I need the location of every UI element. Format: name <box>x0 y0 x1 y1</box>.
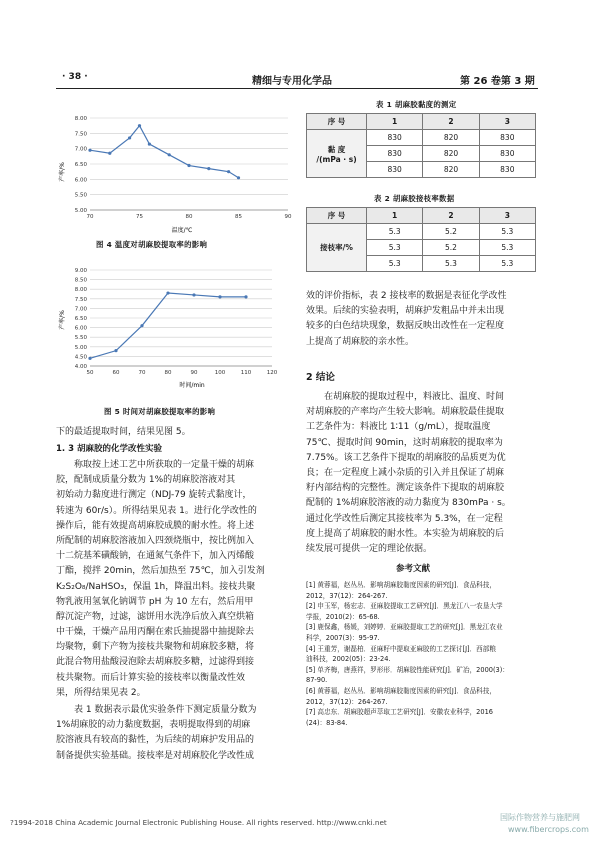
section-1-3-heading: 1. 3 胡麻胶的化学改性实验 <box>56 444 162 454</box>
watermark-chinese: 国际作物营养与施肥网 <box>500 813 580 822</box>
text-line: 所配制的胡麻胶溶液加入四颈烧瓶中，按比例加入 <box>56 535 255 546</box>
data-point <box>227 170 230 173</box>
page-number: · 38 · <box>62 72 88 82</box>
y-tick-label: 4.00 <box>74 364 87 370</box>
table-header-cell: 1 <box>367 208 423 224</box>
x-tick-label: 80 <box>185 214 193 220</box>
text-line: 中干燥，干燥产品用丙酮在索氏抽提器中抽提除去 <box>56 627 255 638</box>
y-tick-label: 6.00 <box>74 325 87 332</box>
text-line: 2012，37(12)：264-267. <box>306 697 388 706</box>
data-point <box>88 357 91 360</box>
text-line: 在胡麻胶的提取过程中，料液比、温度、时间 <box>324 392 505 402</box>
table-cell: 5.3 <box>367 256 423 272</box>
figure-5-ylabel: 产率/% <box>59 310 66 330</box>
right-para-1 <box>306 289 538 350</box>
text-line: 上提高了胡麻胶的亲水性。 <box>306 336 415 347</box>
x-tick-label: 70 <box>138 370 146 376</box>
text-line: 87-90. <box>306 676 328 685</box>
y-tick-label: 7.00 <box>74 306 87 313</box>
y-tick-label: 4.50 <box>74 354 87 361</box>
text-line: 度上提高了胡麻胶的耐水性。本实验为胡麻胶的后 <box>306 528 505 539</box>
text-line: 操作后，能有效提高胡麻胶成膜的耐水性。将上述 <box>56 520 255 531</box>
y-tick-label: 8.00 <box>74 287 87 294</box>
table-cell: 5.3 <box>479 224 535 240</box>
figure-4-caption: 图 4 温度对胡麻胶提取率的影响 <box>96 240 208 249</box>
table-header-cell: 2 <box>423 114 479 130</box>
text-line: 油科技，2002(05)：23-24. <box>306 655 391 664</box>
copyright-footer: ?1994-2018 China Academic Journal Electronic Publishing House. All rights reserved. http://www.cnki.net <box>10 818 387 827</box>
text-line: 枝共聚物。而后计算实验的接枝率以衡量改性效 <box>56 672 246 683</box>
data-point <box>187 164 190 167</box>
text-line: 胶，配制成质量分数为 1%的胡麻胶溶液对其 <box>56 475 236 486</box>
x-tick-label: 50 <box>86 370 94 376</box>
x-tick-label: 70 <box>86 214 94 220</box>
table-header-cell: 序 号 <box>307 114 367 130</box>
data-point <box>88 149 91 152</box>
data-point <box>128 136 131 139</box>
data-point <box>218 295 221 298</box>
text-line: [1] 黄蓉福，赵丛丛．影响胡麻胶黏度因素的研究[J]．食品科技， <box>306 581 496 589</box>
x-tick-label: 75 <box>136 214 143 220</box>
text-line: 均聚物，剩下产物为接枝共聚物和胡麻胶多糖，将 <box>56 642 255 653</box>
table-row <box>307 130 536 146</box>
text-line: 称取按上述工艺中所获取的一定量干燥的胡麻 <box>74 460 255 470</box>
y-tick-label: 8.50 <box>74 277 87 284</box>
text-line: [3] 鹿保鑫，杨媛，刘婷婷．亚麻胶提取工艺的研究[J]．黑龙江农业 <box>306 623 503 632</box>
text-line: (24)：83-84. <box>306 718 348 727</box>
text-line: 2012，37(12)：264-267. <box>306 591 388 600</box>
text-line: 75℃、提取时间 90min，这时胡麻胶的提取率为 <box>306 437 503 448</box>
table-header-cell: 序 号 <box>307 208 367 224</box>
table-2 <box>306 207 536 272</box>
table-cell: 830 <box>479 146 535 162</box>
text-line: [7] 高忠东．胡麻胶超声萃取工艺研究[J]．安徽农业科学，2016 <box>306 708 493 717</box>
table-cell: 5.2 <box>423 224 479 240</box>
table-cell: 830 <box>367 146 423 162</box>
volume-issue: 第 26 卷第 3 期 <box>460 76 535 87</box>
left-para-1 <box>56 425 292 440</box>
figure-4-xlabel: 温度/℃ <box>171 227 193 234</box>
table-header-cell: 3 <box>479 208 535 224</box>
table-cell: 820 <box>423 130 479 146</box>
text-line: 良；在一定程度上减小杂质的引入并且保证了胡麻 <box>306 467 505 478</box>
data-point <box>168 153 171 156</box>
table-cell: 830 <box>479 162 535 178</box>
text-line: 果，所得结果见表 2。 <box>56 687 146 698</box>
header-rule <box>56 88 538 89</box>
data-point <box>166 291 169 294</box>
series-line <box>90 293 246 358</box>
table-header-cell: 2 <box>423 208 479 224</box>
x-tick-label: 60 <box>112 370 120 376</box>
watermark-url: www.fibercrops.com <box>508 825 589 834</box>
y-tick-label: 7.50 <box>74 296 87 303</box>
data-point <box>192 293 195 296</box>
data-point <box>138 124 141 127</box>
table-cell: 5.3 <box>479 256 535 272</box>
x-tick-label: 90 <box>190 370 198 376</box>
data-point <box>140 324 143 327</box>
figure-5-chart <box>56 264 276 390</box>
figure-4-chart <box>56 110 296 235</box>
table-cell: 820 <box>423 162 479 178</box>
table-cell: 5.3 <box>479 240 535 256</box>
x-tick-label: 100 <box>214 370 226 376</box>
text-line: 1%胡麻胶的动力黏度数据，表明提取得到的胡麻 <box>56 720 251 731</box>
table-cell: 830 <box>367 162 423 178</box>
text-line: 7.75%。该工艺条件下提取的胡麻胶的品质更为优 <box>306 452 506 463</box>
text-line: 配制的 1%胡麻胶溶液的动力黏度为 830mPa · s。 <box>306 498 511 509</box>
journal-name: 精细与专用化学品 <box>252 76 332 87</box>
section-2-heading: 2 结论 <box>306 372 335 383</box>
text-line: 十二烷基苯磺酸钠，在通氮气条件下，加入丙烯酸 <box>56 551 255 562</box>
table-cell: 5.2 <box>423 240 479 256</box>
text-line: 科学，2007(3)：95-97. <box>306 633 380 642</box>
text-line: 较多的白色结块现象，数据反映出改性在一定程度 <box>306 321 505 332</box>
figure-5-xlabel: 时间/min <box>179 382 205 389</box>
table-row-label <box>307 130 367 178</box>
table-cell: 830 <box>479 130 535 146</box>
y-tick-label: 5.00 <box>74 344 87 351</box>
table-2-title: 表 2 胡麻胶接枝率数据 <box>374 194 455 203</box>
x-tick-label: 85 <box>235 214 242 220</box>
y-tick-label: 8.00 <box>74 116 87 122</box>
table-header-cell: 3 <box>479 114 535 130</box>
table-header-cell: 1 <box>367 114 423 130</box>
text-line: 效的评价指标，表 2 接枝率的数据是表征化学改性 <box>306 291 507 301</box>
data-point <box>108 152 111 155</box>
figure-4-ylabel: 产率/% <box>59 162 66 182</box>
table-1 <box>306 113 536 178</box>
right-para-2 <box>306 390 538 557</box>
text-line: [2] 申玉军，杨宏志．亚麻胶提取工艺研究[J]．黑龙江八一农垦大学 <box>306 602 503 611</box>
text-line: [6] 黄蓉福，赵丛丛．影响胡麻胶黏度因素的研究[J]．食品科技， <box>306 686 496 695</box>
text-line: 通过化学改性后测定其接枝率为 5.3%，在一定程 <box>306 513 503 524</box>
text-line: K₂S₂O₈/NaHSO₃，保温 1h，降温出料。接枝共聚 <box>56 581 256 592</box>
table-cell: 5.3 <box>367 224 423 240</box>
table-row-label: 接枝率/% <box>307 224 367 272</box>
table-cell: 5.3 <box>367 240 423 256</box>
data-point <box>148 142 151 145</box>
y-tick-label: 7.50 <box>74 131 87 138</box>
row-label-line: /(mPa · s) <box>316 154 357 164</box>
y-tick-label: 5.50 <box>74 335 87 342</box>
x-tick-label: 120 <box>266 370 278 376</box>
text-line: 初始动力黏度进行测定（NDJ-79 旋转式黏度计， <box>56 490 252 501</box>
y-tick-label: 7.00 <box>74 146 87 153</box>
y-tick-label: 6.50 <box>74 162 87 168</box>
references-list <box>306 580 538 728</box>
text-line: 胶溶液具有较高的黏性，为后续的胡麻护发用品的 <box>56 735 255 746</box>
text-line: 醇沉淀产物，过滤，滤饼用水洗净后放入真空烘箱 <box>56 611 255 622</box>
data-point <box>207 167 210 170</box>
left-para-2 <box>56 458 292 701</box>
data-point <box>114 349 117 352</box>
text-line: 续发展可提供一定的理论依据。 <box>306 543 433 554</box>
figure-5-caption: 图 5 时间对胡麻胶提取率的影响 <box>104 407 216 416</box>
text-line: [4] 王重芳，谢磊柏．亚麻籽中提取亚麻胶的工艺探讨[J]．西部粮 <box>306 644 496 653</box>
references-heading: 参考文献 <box>396 564 431 574</box>
x-tick-label: 110 <box>240 370 252 376</box>
y-tick-label: 6.50 <box>74 316 87 322</box>
table-cell: 5.3 <box>423 256 479 272</box>
text-line: 转速为 60r/s）。所得结果见表 1。进行化学改性的 <box>56 505 257 516</box>
x-tick-label: 90 <box>284 214 292 220</box>
data-point <box>237 176 240 179</box>
table-row <box>307 224 536 240</box>
text-line: [5] 单齐梅，唐燕祥，罗形形．胡麻胶性能研究[J]．矿冶，2000(3)： <box>306 665 509 674</box>
text-line: 籽内部结构的完整性。测定该条件下提取的胡麻胶 <box>306 483 505 494</box>
text-line: 表 1 数据表示最优实验条件下测定质量分数为 <box>74 705 257 715</box>
table-cell: 820 <box>423 146 479 162</box>
row-label-line: 黏 度 <box>327 144 346 154</box>
text-line: 工艺条件为：料液比 1∶11（g/mL），提取温度 <box>306 422 491 433</box>
text-line: 制备提供实验基础。接枝率是对胡麻胶化学改性成 <box>56 750 255 761</box>
y-tick-label: 6.00 <box>74 177 87 184</box>
text-line: 物乳液用氢氧化钠调节 pH 为 10 左右，然后用甲 <box>56 596 254 607</box>
left-para-3 <box>56 703 292 764</box>
text-line: 丁酯，搅拌 20min，然后加热至 75℃，加入引发剂 <box>56 566 265 577</box>
text-line: 此混合物用盐酸浸泡除去胡麻胶多糖，过滤得到接 <box>56 657 255 668</box>
x-tick-label: 80 <box>164 370 172 376</box>
text-line: 学报，2010(2)：65-68. <box>306 612 380 621</box>
table-cell: 830 <box>367 130 423 146</box>
y-tick-label: 9.00 <box>74 268 87 274</box>
text-line: 对胡麻胶的产率均产生较大影响。胡麻胶最佳提取 <box>306 407 505 418</box>
data-point <box>244 295 247 298</box>
table-1-title: 表 1 胡麻胶黏度的测定 <box>376 100 457 109</box>
y-tick-label: 5.00 <box>74 208 87 214</box>
text-line: 效果。后续的实验表明，胡麻护发粗品中并未出现 <box>306 306 505 317</box>
y-tick-label: 5.50 <box>74 192 87 199</box>
text-line: 下的最适提取时间，结果见图 5。 <box>56 427 191 437</box>
